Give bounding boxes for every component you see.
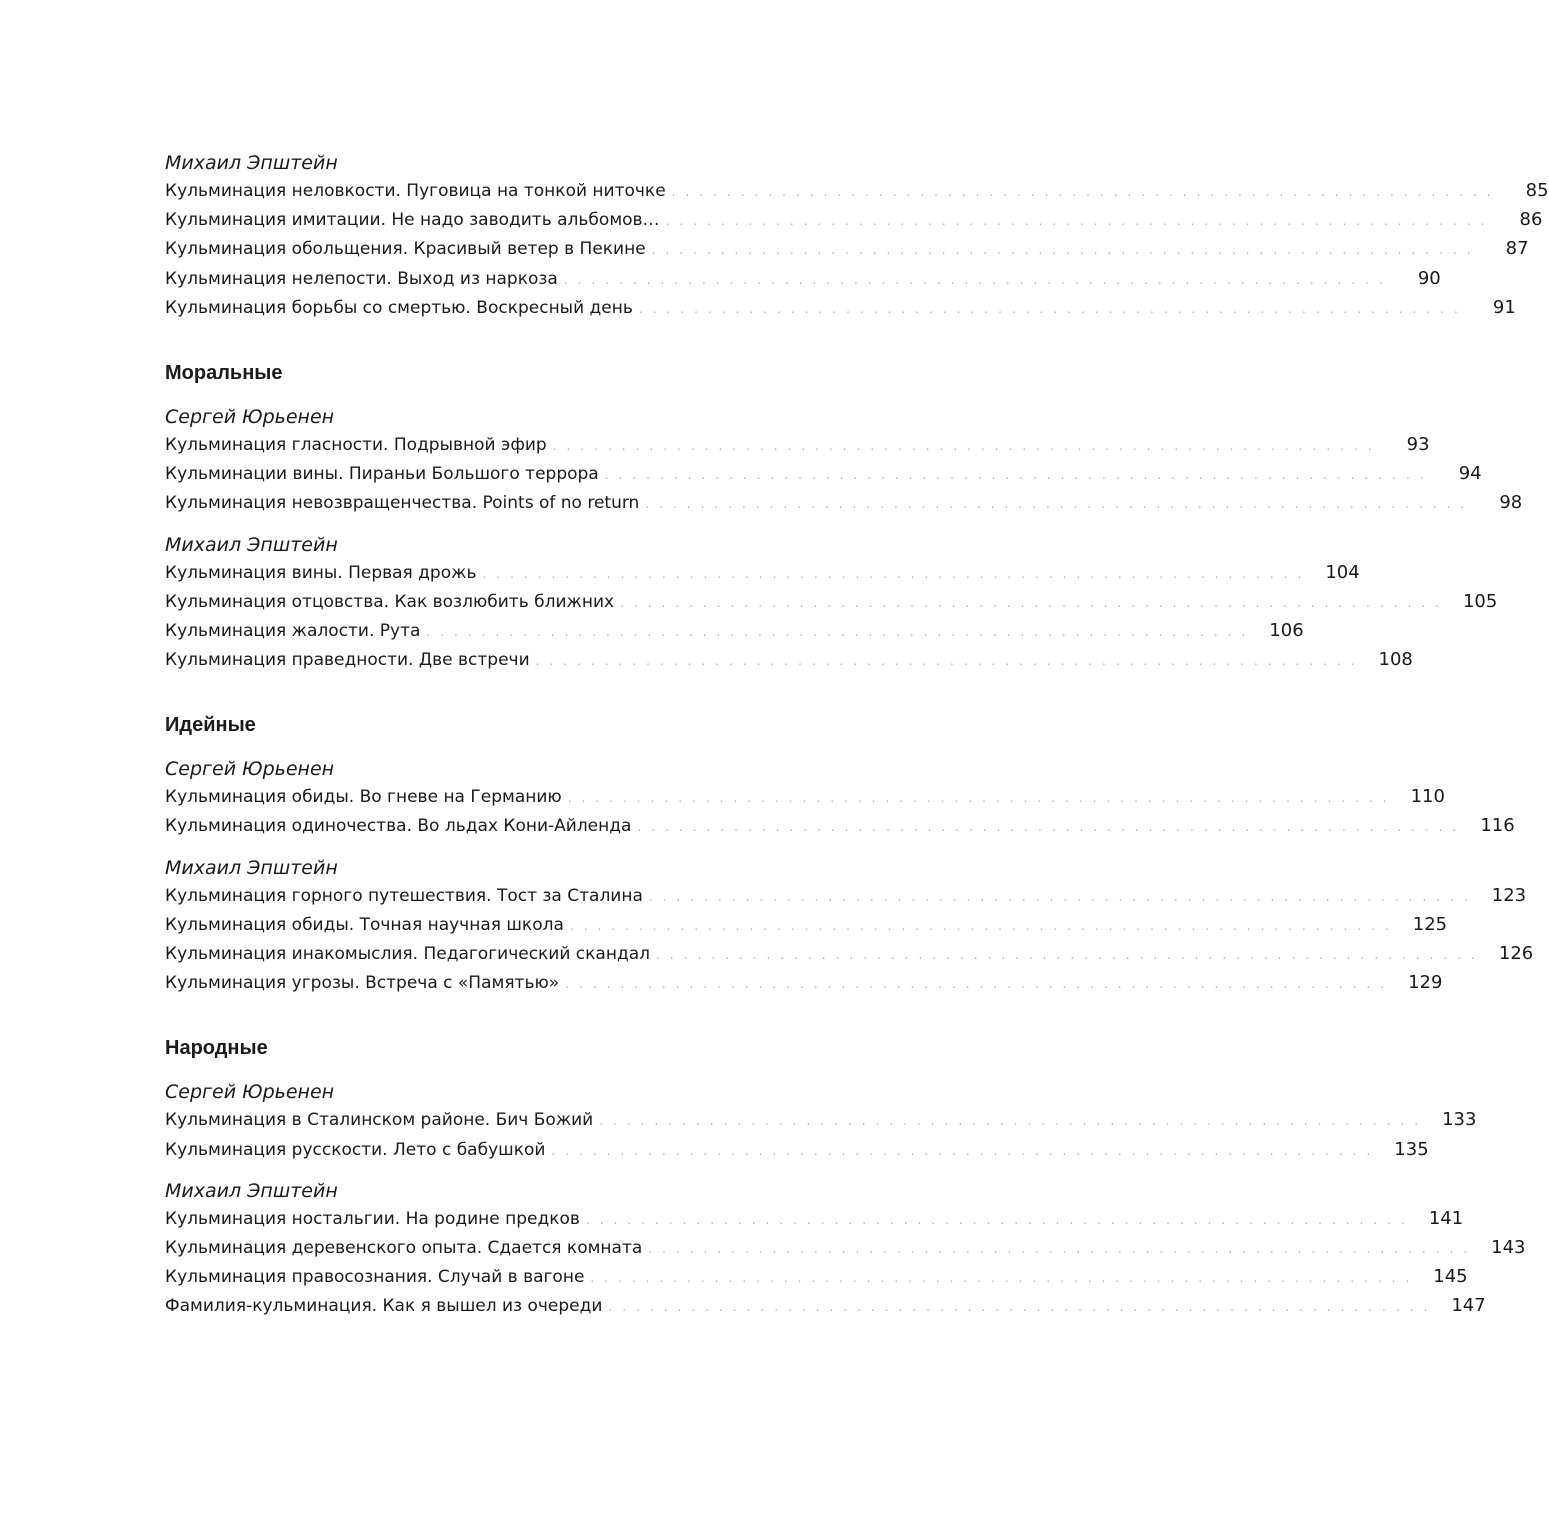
dot-leader: ............................................................ (599, 1114, 1429, 1129)
dot-leader: ............................................................ (620, 595, 1449, 610)
entry-title: Кульминация русскости. Лето с бабушкой (165, 1139, 546, 1160)
dot-leader: ............................................................ (638, 301, 1468, 316)
entry-title: Кульминация отцовства. Как возлюбить ближних (165, 591, 615, 612)
entry-title: Фамилия-кульминация. Как я вышел из очереди (165, 1296, 603, 1317)
author-group (165, 855, 1534, 998)
toc-entry[interactable] (165, 645, 1413, 674)
entry-title: Кульминация обольщения. Красивый ветер в Пекине (165, 239, 646, 260)
toc-entry[interactable] (165, 488, 1523, 517)
entry-title: Кульминация борьбы со смертью. Воскресный день (165, 297, 633, 318)
toc-entry[interactable] (165, 176, 1549, 205)
toc-section (165, 150, 1549, 322)
page-number: 105 (1462, 590, 1498, 612)
entry-title: Кульминация ностальгии. На родине предков (165, 1208, 580, 1229)
section-title: Народные (165, 1037, 268, 1060)
toc-entry[interactable] (165, 587, 1498, 616)
author-name: Сергей Юрьенен (165, 1081, 335, 1104)
page-number: 98 (1499, 492, 1523, 514)
dot-leader: ............................................................ (671, 185, 1501, 199)
dot-leader: ............................................................ (648, 1241, 1478, 1256)
entry-title: Кульминация имитации. Не надо заводить альбомов… (165, 210, 660, 231)
toc-entry[interactable] (165, 264, 1441, 293)
entry-title: Кульминация одиночества. Во льдах Кони-Айленда (165, 816, 632, 837)
entry-title: Кульминации вины. Пираньи Большого террора (165, 464, 599, 485)
entry-title: Кульминация горного путешествия. Тост за Сталина (165, 885, 643, 906)
dot-leader: ............................................................ (565, 977, 1395, 992)
toc-entry[interactable] (165, 968, 1443, 997)
toc-entry[interactable] (165, 430, 1430, 459)
author-name: Сергей Юрьенен (165, 758, 335, 781)
page-number: 104 (1325, 561, 1360, 583)
entry-title: Кульминация в Сталинском районе. Бич Божий (165, 1110, 594, 1131)
toc-entry[interactable] (165, 293, 1516, 322)
toc-section (165, 1035, 1526, 1320)
author-name: Сергей Юрьенен (165, 405, 335, 428)
dot-leader: ............................................................ (535, 654, 1365, 669)
page-number: 129 (1408, 972, 1443, 994)
entry-title: Кульминация праведности. Две встречи (165, 650, 530, 671)
page-number: 145 (1433, 1266, 1468, 1288)
dot-leader: ............................................................ (552, 438, 1382, 453)
toc-entry[interactable] (165, 910, 1448, 939)
author-name: Михаил Эпштейн (165, 1179, 338, 1202)
page-number: 94 (1458, 463, 1482, 485)
page-number: 147 (1451, 1295, 1486, 1317)
dot-leader: ............................................................ (637, 820, 1467, 835)
toc-entry[interactable] (165, 881, 1527, 910)
author-group (165, 404, 1523, 518)
page-number: 133 (1442, 1109, 1477, 1131)
toc-entry[interactable] (165, 782, 1445, 811)
page-number: 110 (1410, 786, 1445, 808)
toc-entry[interactable] (165, 1135, 1429, 1164)
toc-section (165, 712, 1534, 997)
page-number: 86 (1519, 209, 1543, 231)
toc-entry[interactable] (165, 459, 1482, 488)
section-title: Моральные (165, 361, 283, 384)
toc-entry[interactable] (165, 811, 1515, 840)
page-number: 143 (1491, 1236, 1526, 1258)
toc-entry[interactable] (165, 1204, 1464, 1233)
page-number: 116 (1480, 815, 1515, 837)
page-number: 135 (1394, 1138, 1429, 1160)
table-of-contents (165, 150, 1549, 1321)
page-number: 91 (1492, 296, 1516, 318)
dot-leader: ............................................................ (651, 243, 1481, 258)
page-number: 108 (1378, 649, 1413, 671)
dot-leader: ............................................................ (567, 791, 1397, 806)
toc-section (165, 360, 1523, 674)
author-group (165, 1178, 1526, 1321)
author-group (165, 1079, 1477, 1163)
toc-entry[interactable] (165, 1291, 1486, 1320)
entry-title: Кульминация нелепости. Выход из наркоза (165, 268, 558, 289)
author-name: Михаил Эпштейн (165, 856, 338, 879)
toc-entry[interactable] (165, 234, 1529, 263)
author-name: Михаил Эпштейн (165, 152, 338, 174)
toc-entry[interactable] (165, 1233, 1526, 1262)
dot-leader: ............................................................ (604, 468, 1434, 483)
dot-leader: ............................................................ (551, 1143, 1381, 1158)
page-number: 123 (1491, 884, 1527, 906)
toc-entry[interactable] (165, 558, 1360, 587)
page-number: 93 (1406, 433, 1430, 455)
page-number: 126 (1498, 943, 1534, 964)
entry-title: Кульминация обиды. Точная научная школа (165, 914, 564, 935)
entry-title: Кульминация обиды. Во гневе на Германию (165, 787, 562, 808)
entry-title: Кульминация невозвращенчества. Points of no return (165, 493, 640, 514)
entry-title: Кульминация правосознания. Случай в вагоне (165, 1267, 585, 1288)
toc-entry[interactable] (165, 1262, 1468, 1291)
dot-leader: ............................................................ (569, 918, 1399, 933)
dot-leader: ............................................................ (426, 624, 1256, 639)
entry-title: Кульминация неловкости. Пуговица на тонкой ниточке (165, 181, 666, 201)
dot-leader: ............................................................ (648, 889, 1478, 904)
entry-title: Кульминация жалости. Рута (165, 620, 421, 641)
author-group (165, 532, 1498, 675)
section-title: Идейные (165, 714, 256, 737)
author-group (165, 756, 1515, 840)
author-group (165, 150, 1549, 322)
entry-title: Кульминация гласности. Подрывной эфир (165, 434, 547, 455)
page-number: 125 (1412, 913, 1448, 935)
toc-entry[interactable] (165, 205, 1543, 234)
page-number: 141 (1428, 1207, 1464, 1229)
entry-title: Кульминация вины. Первая дрожь (165, 562, 477, 583)
dot-leader: ............................................................ (645, 497, 1475, 512)
dot-leader: ............................................................ (590, 1271, 1420, 1286)
entry-title: Кульминация деревенского опыта. Сдается комната (165, 1237, 643, 1258)
dot-leader: ............................................................ (656, 948, 1485, 962)
toc-entry[interactable] (165, 616, 1304, 645)
entry-title: Кульминация инакомыслия. Педагогический скандал (165, 944, 650, 964)
page-number: 85 (1525, 180, 1549, 201)
dot-leader: ............................................................ (482, 566, 1312, 581)
dot-leader: ............................................................ (608, 1300, 1438, 1315)
page-number: 87 (1505, 238, 1529, 260)
toc-entry[interactable] (165, 1105, 1477, 1134)
dot-leader: ............................................................ (585, 1212, 1415, 1227)
page-number: 106 (1269, 619, 1304, 641)
entry-title: Кульминация угрозы. Встреча с «Памятью» (165, 973, 560, 994)
dot-leader: ............................................................ (665, 214, 1495, 229)
dot-leader: ............................................................ (563, 272, 1393, 287)
toc-entry[interactable] (165, 939, 1534, 968)
author-name: Михаил Эпштейн (165, 533, 338, 556)
page-number: 90 (1417, 267, 1441, 289)
